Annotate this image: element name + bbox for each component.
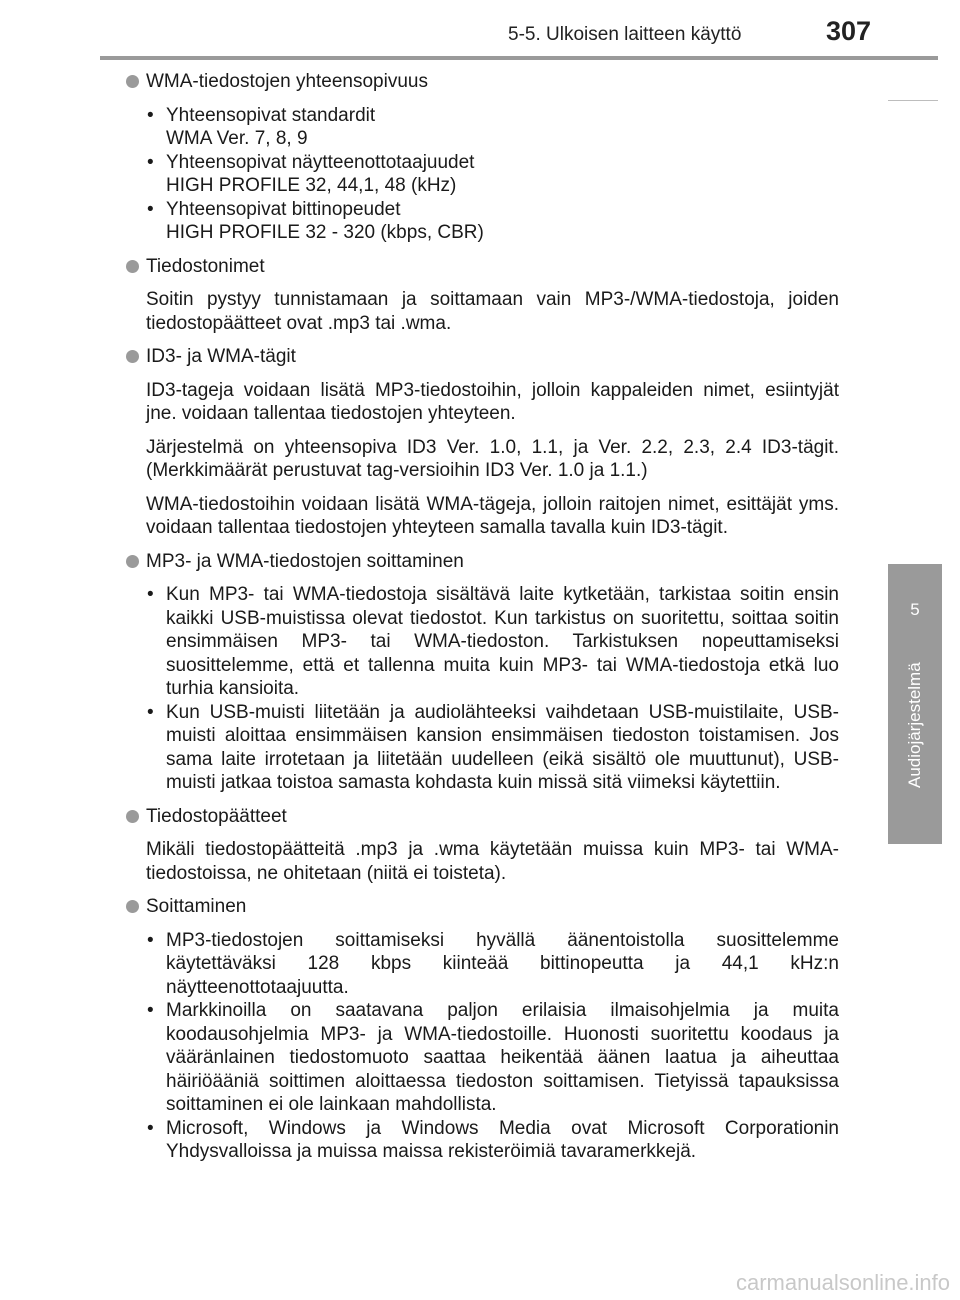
watermark-link[interactable]: carmanualsonline.info — [736, 1270, 951, 1295]
bullet-circle-icon — [126, 260, 139, 273]
heading-text: ID3- ja WMA-tägit — [146, 346, 296, 367]
section-heading — [126, 895, 839, 919]
section-title: 5-5. Ulkoisen laitteen käyttö — [508, 24, 742, 45]
list-item: • Microsoft, Windows ja Windows Media ovat Microsoft Corporationin Yhdysvalloissa ja muissa maissa rekisteröimiä tavaramerkkejä. — [146, 1117, 839, 1164]
list-item — [146, 151, 839, 198]
list-item: • Kun MP3- tai WMA-tiedostoja sisältävä laite kytketään, tarkistaa soitin ensin kaikki USB-muistissa olevat tiedostot. Kun tarkistus on suoritettu, soittaa soitin ensimmäisen MP3- tai WMA-tiedoston. Tarkistuksen nopeuttamiseksi suosittelemme, että et tallenna muita kuin MP3- tai WMA-tiedostoja etkä luo turhia kansioita. — [146, 583, 839, 701]
section-heading — [126, 550, 839, 574]
heading-text: Tiedostonimet — [146, 255, 265, 277]
bullet-list — [146, 929, 839, 1164]
side-divider — [888, 100, 938, 101]
bullet-circle-icon — [126, 555, 139, 568]
paragraph: WMA-tiedostoihin voidaan lisätä WMA-tägeja, jolloin raitojen nimet, esittäjät yms. voidaan tallentaa tiedostojen yhteyteen samalla tavalla kuin ID3-tägit. — [146, 493, 839, 538]
item-label: • Yhteensopivat bittinopeudet — [166, 198, 401, 220]
page-number: 307 — [826, 16, 872, 46]
section-heading — [126, 805, 839, 829]
chapter-number: 5 — [910, 600, 920, 619]
item-label: • Yhteensopivat standardit — [166, 104, 376, 126]
bullet-circle-icon — [126, 75, 139, 88]
list-item: • Markkinoilla on saatavana paljon erilaisia ilmaisohjelmia ja muita koodausohjelmia MP3- ja WMA-tiedostoille. Huonosti suoritettu koodaus ja vääränlainen tiedostomuoto saattaa heikentää äänen laatua ja aiheuttaa häiriöääniä soittimen aloittaessa tiedoston soittamisen. Tietyissä tapauksissa soittaminen ei ole lainkaan mahdollista. — [146, 999, 839, 1117]
section-heading — [126, 255, 839, 279]
item-label: • Yhteensopivat näytteenottotaajuudet — [166, 151, 475, 173]
chapter-label: Audiojärjestelmä — [905, 662, 924, 788]
bullet-list — [146, 104, 839, 245]
heading-text: Tiedostopäätteet — [146, 805, 287, 827]
heading-text: WMA-tiedostojen yhteensopivuus — [146, 71, 428, 92]
item-value: HIGH PROFILE 32, 44,1, 48 (kHz) — [166, 175, 457, 196]
bullet-list — [146, 583, 839, 795]
list-item — [146, 104, 839, 151]
list-item — [146, 198, 839, 245]
heading-text: MP3- ja WMA-tiedostojen soittaminen — [146, 550, 464, 572]
list-item: • MP3-tiedostojen soittamiseksi hyvällä äänentoistolla suosittelemme käytettäväksi 128 kbps kiinteää bittinopeutta ja 44,1 kHz:n näytteenottotaajuutta. — [146, 929, 839, 1000]
bullet-circle-icon — [126, 350, 139, 363]
bullet-circle-icon — [126, 900, 139, 913]
heading-text: Soittaminen — [146, 896, 247, 917]
section-heading — [126, 70, 839, 94]
bullet-circle-icon — [126, 810, 139, 823]
header-divider — [100, 56, 938, 60]
page-content — [126, 70, 839, 1174]
paragraph: Järjestelmä on yhteensopiva ID3 Ver. 1.0, 1.1, ja Ver. 2.2, 2.3, 2.4 ID3-tägit. (Merkkimäärät perustuvat tag-versioihin ID3 Ver. 1.0 ja 1.1.) — [146, 436, 839, 481]
page-header — [0, 0, 960, 60]
paragraph: Soitin pystyy tunnistamaan ja soittamaan vain MP3-/WMA-tiedostoja, joiden tiedostopäätteet ovat .mp3 tai .wma. — [146, 289, 839, 334]
item-value: WMA Ver. 7, 8, 9 — [166, 128, 308, 149]
paragraph: Mikäli tiedostopäätteitä .mp3 ja .wma käytetään muissa kuin MP3- tai WMA-tiedostoissa, ne ohitetaan (niitä ei toisteta). — [146, 839, 839, 884]
chapter-side-tab[interactable] — [888, 564, 942, 844]
paragraph: ID3-tageja voidaan lisätä MP3-tiedostoihin, jolloin kappaleiden nimet, esiintyjät jne. voidaan tallentaa tiedostojen yhteyteen. — [146, 379, 839, 424]
item-value: HIGH PROFILE 32 - 320 (kbps, CBR) — [166, 222, 484, 243]
list-item: • Kun USB-muisti liitetään ja audiolähteeksi vaihdetaan USB-muistilaite, USB-muisti aloittaa ensimmäisen kansion ensimmäisen tiedoston toistamisen. Jos sama laite irrotetaan ja liitetään uudelleen (eikä sisältö ole muuttunut), USB-muisti jatkaa toistoa samasta kohdasta kuin missä sitä viimeksi käytettiin. — [146, 701, 839, 795]
section-heading — [126, 345, 839, 369]
